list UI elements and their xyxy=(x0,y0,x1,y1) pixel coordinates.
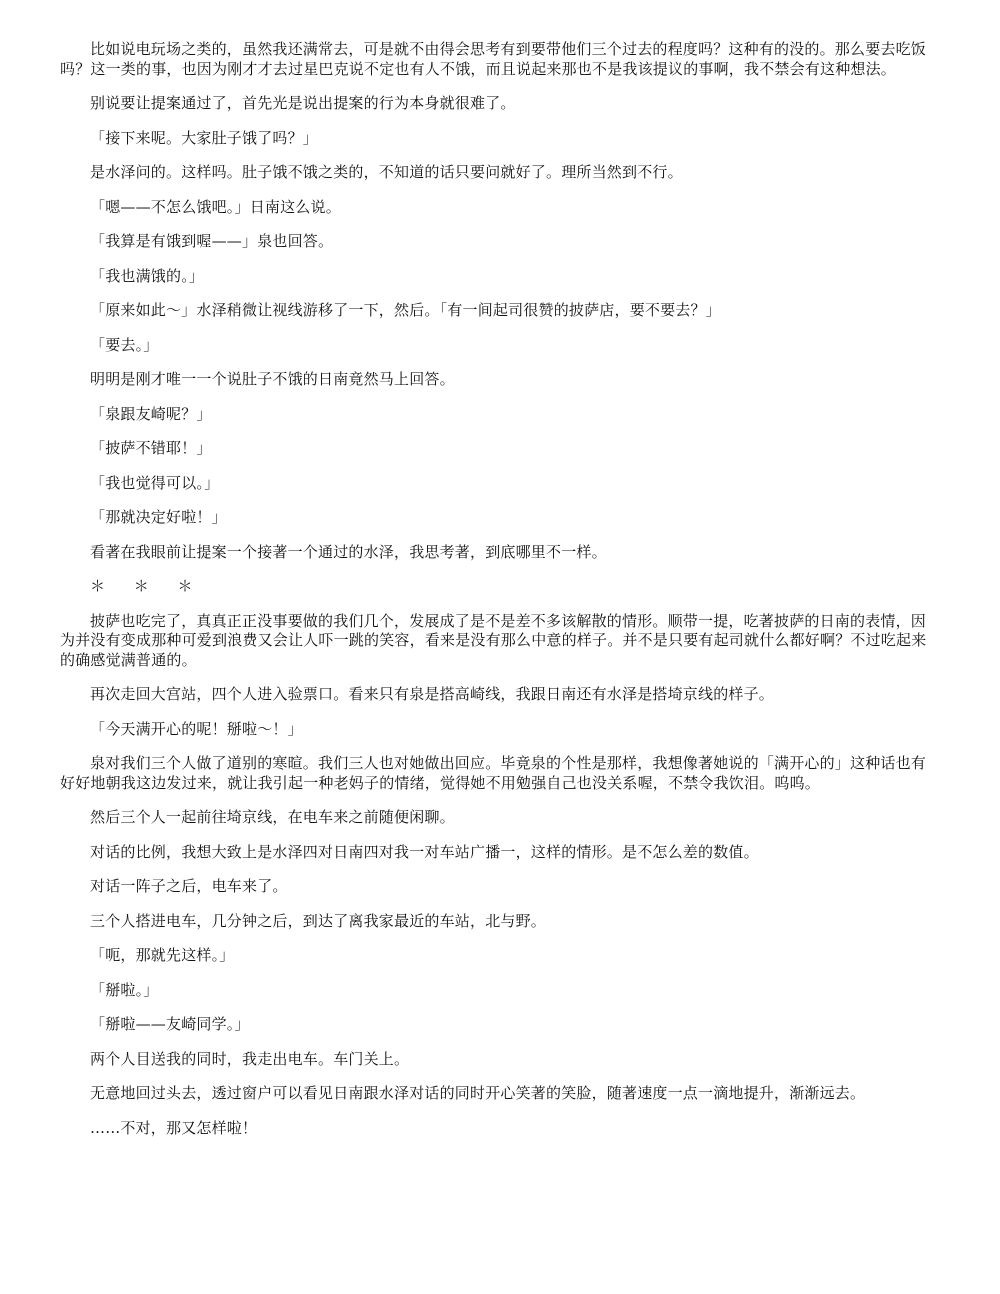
paragraph: 披萨也吃完了，真真正正没事要做的我们几个，发展成了是不是差不多该解散的情形。顺带一提，吃著披萨的日南的表情，因为并没有变成那种可爱到浪费又会让人吓一跳的笑容，看来是没有那么中意的样子。并不是只要有起司就什么都好啊？不过吃起来的确感觉满普通的。 xyxy=(60,611,927,669)
dialogue-line: 「掰啦。」 xyxy=(90,980,159,999)
dialogue-line: 「呃，那就先这样。」 xyxy=(90,946,235,964)
paragraph: 比如说电玩场之类的，虽然我还满常去，可是就不由得会思考有到要带他们三个过去的程度吗？这种有的没的。那么要去吃饭吗？这一类的事，也因为刚才才去过星巴克说不定也有人不饿，而且说起来那也不是我该提议的事啊，我不禁会有这种想法。 xyxy=(60,40,927,78)
paragraph: 是水泽问的。这样吗。肚子饿不饿之类的，不知道的话只要问就好了。理所当然到不行。 xyxy=(90,163,683,181)
dialogue-line: 「那就决定好啦！」 xyxy=(90,508,227,526)
paragraph: 再次走回大宫站，四个人进入验票口。看来只有泉是搭高崎线，我跟日南还有水泽是搭埼京线的样子。 xyxy=(90,685,775,703)
paragraph: 对话的比例，我想大致上是水泽四对日南四对我一对车站广播一，这样的情形。是不怎么差的数值。 xyxy=(90,842,759,861)
dialogue-line: 「掰啦——友崎同学。」 xyxy=(90,1015,250,1033)
scene-separator: ＊ ＊ ＊ xyxy=(90,577,205,595)
paragraph: 明明是刚才唯一一个说肚子不饿的日南竟然马上回答。 xyxy=(90,370,455,388)
dialogue-line: 「泉跟友崎呢？」 xyxy=(90,404,212,423)
dialogue-line: 「披萨不错耶！」 xyxy=(90,439,212,457)
paragraph: 然后三个人一起前往埼京线，在电车来之前随便闲聊。 xyxy=(90,808,455,826)
dialogue-line: 「我也觉得可以。」 xyxy=(90,473,220,492)
paragraph: ……不对，那又怎样啦！ xyxy=(90,1118,258,1137)
dialogue-line: 「接下来呢。大家肚子饿了吗？」 xyxy=(90,128,319,147)
paragraph: 两个人目送我的同时，我走出电车。车门关上。 xyxy=(90,1049,410,1068)
dialogue-line: 「嗯——不怎么饿吧。」日南这么说。 xyxy=(90,197,341,216)
paragraph: 泉对我们三个人做了道别的寒暄。我们三人也对她做出回应。毕竟泉的个性是那样，我想像著她说的「满开心的」这种话也有好好地朝我这边发过来，就让我引起一种老妈子的情绪，觉得她不用勉强自己也没关系喔，不禁令我饮泪。呜呜。 xyxy=(60,754,927,792)
paragraph: 对话一阵子之后，电车来了。 xyxy=(90,877,288,895)
dialogue-line: 「我算是有饿到喔——」泉也回答。 xyxy=(90,232,334,250)
paragraph: 看著在我眼前让提案一个接著一个通过的水泽，我思考著，到底哪里不一样。 xyxy=(90,542,607,561)
paragraph: 别说要让提案通过了，首先光是说出提案的行为本身就很难了。 xyxy=(90,94,516,112)
dialogue-line: 「我也满饿的。」 xyxy=(90,266,205,285)
document-page xyxy=(60,40,940,1153)
paragraph: 无意地回过头去，透过窗户可以看见日南跟水泽对话的同时开心笑著的笑脸，随著速度一点一滴地提升，渐渐远去。 xyxy=(90,1084,866,1102)
dialogue-line: 「要去。」 xyxy=(90,335,159,354)
dialogue-line: 「今天满开心的呢！掰啦～！」 xyxy=(90,719,303,738)
paragraph: 三个人搭进电车，几分钟之后，到达了离我家最近的车站，北与野。 xyxy=(90,911,547,930)
dialogue-line: 「原来如此～」水泽稍微让视线游移了一下，然后。「有一间起司很赞的披萨店，要不要去？」 xyxy=(90,301,721,319)
